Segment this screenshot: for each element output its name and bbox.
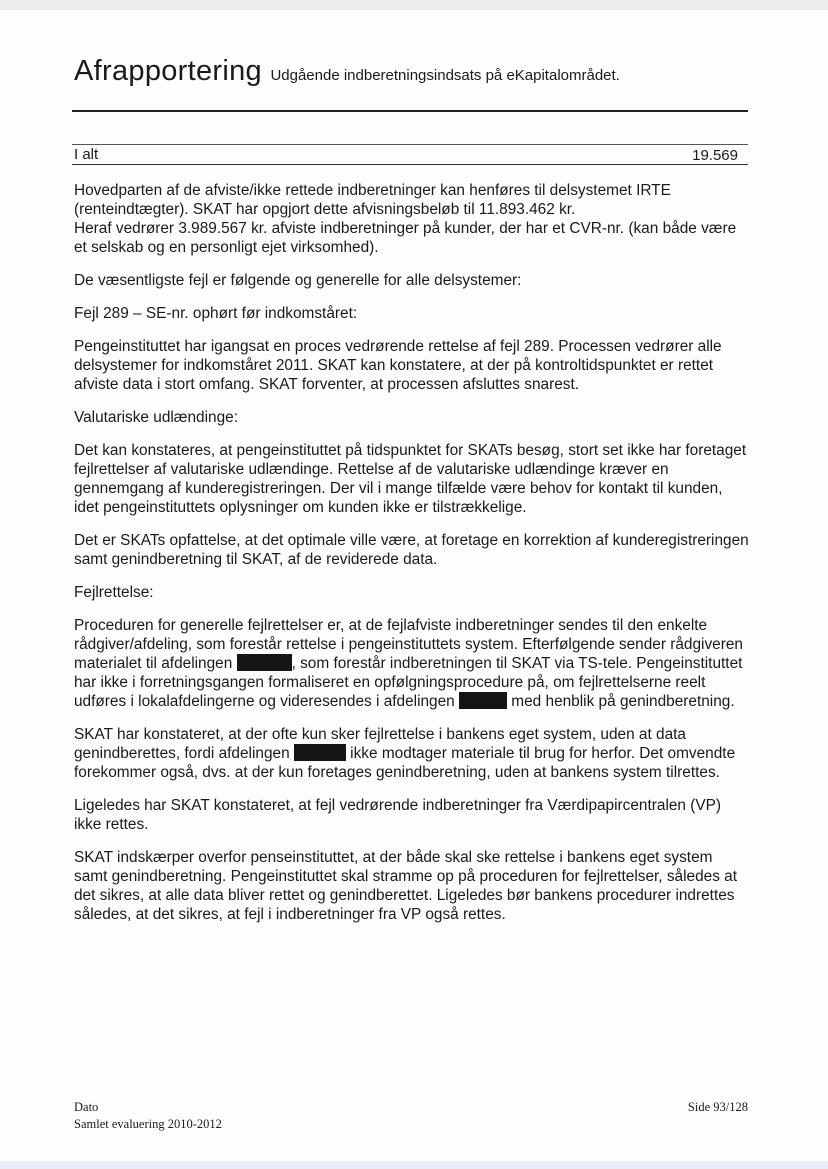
- summary-value: 19.569: [692, 147, 738, 164]
- footer-evaluation: Samlet evaluering 2010-2012: [74, 1117, 222, 1131]
- section-heading: Valutariske udlændinge:: [74, 409, 238, 426]
- paragraph-text: med henblik på genindberetning.: [507, 693, 735, 710]
- paragraph-text: Hovedparten af de afviste/ikke rettede indberetninger kan henføres til delsystemet IRTE (renteindtægter). SKAT har opgjort dette afvisningsbeløb til 11.893.462 kr.: [74, 182, 671, 218]
- paragraph: Ligeledes har SKAT konstateret, at fejl vedrørende indberetninger fra Værdipapircentralen (VP) ikke rettes.: [74, 797, 722, 833]
- paragraph: [74, 181, 750, 257]
- paragraph-text: , som forestår indberetningen til SKAT via TS-tele. Pengeinstituttet har ikke i forretningsgangen formaliseret en opfølgningsprocedure på, om fejlrettelserne reelt udføres i lokalafdelingerne og videresendes i afdelingen: [74, 655, 743, 710]
- summary-top-rule: [72, 144, 748, 145]
- summary-bottom-rule: [72, 164, 748, 165]
- page-header: [74, 55, 620, 88]
- footer-page-number: Side 93/128: [687, 1100, 748, 1114]
- section-heading: Fejlrettelse:: [74, 584, 154, 601]
- page-bottom-edge: [0, 1161, 828, 1169]
- paragraph-text: Proceduren for generelle fejlrettelser er, at de fejlafviste indberetninger sendes til den enkelte rådgiver/afdeling, som forestår rettelse i pengeinstituttets system. Efterfølgende sender rådgiveren materialet til afdelingen: [74, 617, 743, 672]
- paragraph: Det kan konstateres, at pengeinstituttet på tidspunktet for SKATs besøg, stort set ikke har foretaget fejlrettelser af valutariske udlændinge. Rettelse af de valutariske udlændinge kræver en gennemgang af kunderegistreringen. Der vil i mange tilfælde være behov for kontakt til kunden, idet pengeinstituttets oplysninger om kunden ikke er tilstrækkelige.: [74, 442, 747, 516]
- paragraph-text: Heraf vedrører 3.989.567 kr. afviste indberetninger på kunder, der har et CVR-nr. (kan både være et selskab og en personligt ejet virksomhed).: [74, 220, 737, 256]
- page-top-edge: [0, 0, 828, 10]
- redaction-block: [237, 654, 292, 671]
- page-title: Afrapportering: [74, 55, 262, 87]
- header-divider: [72, 110, 748, 112]
- paragraph: Pengeinstituttet har igangsat en proces vedrørende rettelse af fejl 289. Processen vedrører alle delsystemer for indkomståret 2011. SKAT kan konstatere, at der på kontroltidspunktet er rettet afviste data i stort omfang. SKAT forventer, at processen afsluttes snarest.: [74, 338, 722, 393]
- summary-label: I alt: [74, 146, 99, 163]
- paragraph-text: ikke modtager materiale til brug for herfor. Det omvendte forekommer også, dvs. at der kun foretages genindberetning, uden at bankens system tilrettes.: [74, 745, 736, 781]
- footer-date-label: Dato: [74, 1100, 99, 1114]
- document-body: [74, 181, 750, 938]
- paragraph: De væsentligste fejl er følgende og generelle for alle delsystemer:: [74, 272, 522, 289]
- paragraph: [74, 616, 750, 711]
- paragraph: SKAT indskærper overfor penseinstituttet, at der både skal ske rettelse i bankens eget system samt genindberetning. Pengeinstituttet skal stramme op på proceduren for fejlrettelser, således at det sikres, at alle data bliver rettet og genindberettet. Ligeledes bør bankens procedurer indrettes således, at det sikres, at fejl i indberetninger fra VP også rettes.: [74, 849, 738, 923]
- paragraph: [74, 725, 750, 782]
- redaction-block: [294, 744, 346, 761]
- page-subtitle: Udgående indberetningsindsats på eKapitalområdet.: [270, 67, 620, 84]
- summary-row: [72, 146, 748, 164]
- redaction-block: [459, 692, 507, 709]
- paragraph-text: SKAT har konstateret, at der ofte kun sker fejlrettelse i bankens eget system, uden at data genindberettes, fordi afdelingen: [74, 726, 686, 762]
- paragraph: Det er SKATs opfattelse, at det optimale ville være, at foretage en korrektion af kunderegistreringen samt genindberetning til SKAT, af de reviderede data.: [74, 532, 749, 568]
- section-heading: Fejl 289 – SE-nr. ophørt før indkomståret:: [74, 305, 358, 322]
- footer-left: [74, 1099, 222, 1133]
